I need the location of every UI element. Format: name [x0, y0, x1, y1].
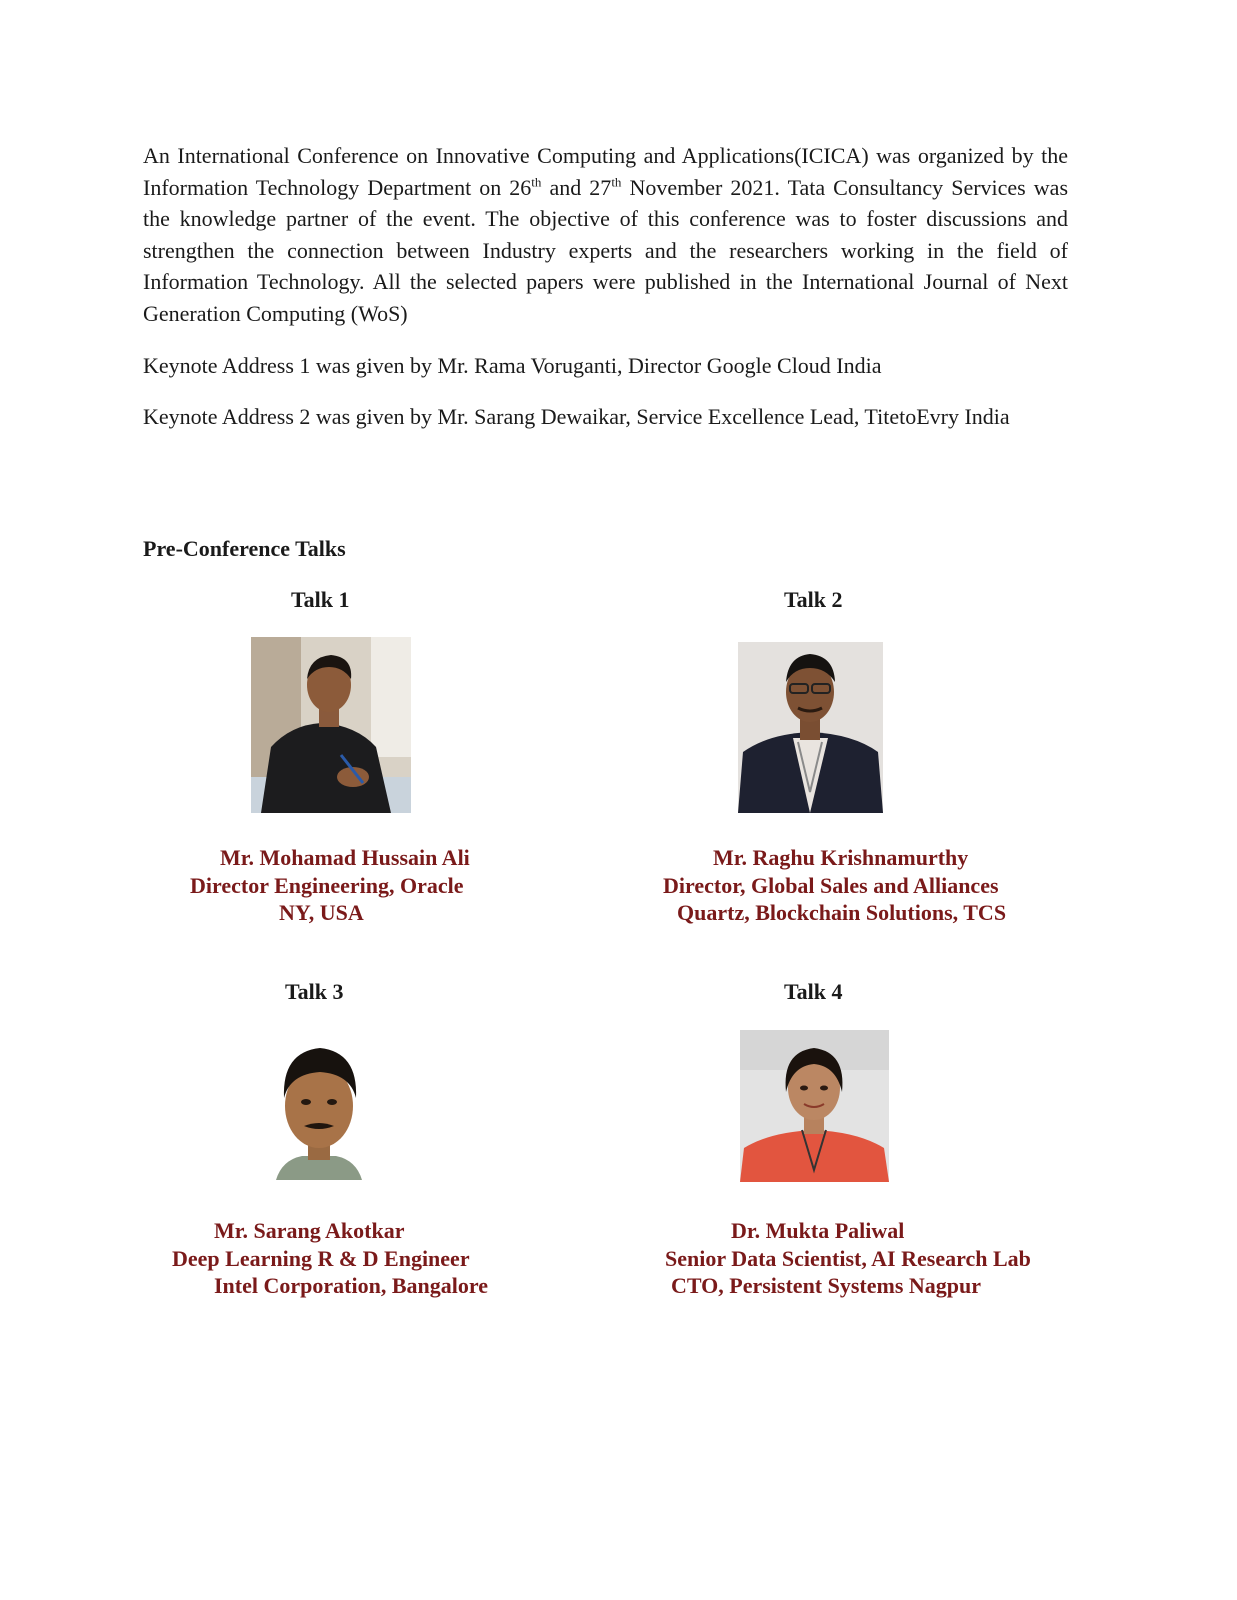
speaker-photo-talk-2	[738, 642, 883, 813]
intro-text-1: An International Conference on Innovative Computing and Applications(ICICA) was organized by the Information Technology Department on 26	[143, 143, 1068, 200]
speaker-org-talk-1: NY, USA	[279, 900, 364, 925]
intro-text-3: November 2021. Tata Consultancy Services was the knowledge partner of the event. The objective of this conference was to foster discussions and strengthen the connection between Industry experts and the researchers working in the field of Information Technology. All the selected papers were published in the International Journal of Next Generation Computing (WoS)	[143, 174, 1069, 326]
speaker-info-talk-1	[190, 844, 500, 927]
intro-sup-1: th	[531, 174, 542, 190]
speaker-name-talk-3: Mr. Sarang Akotkar	[214, 1218, 405, 1243]
speaker-org-talk-2: Quartz, Blockchain Solutions, TCS	[677, 900, 1007, 925]
speaker-title-talk-1: Director Engineering, Oracle	[190, 872, 464, 898]
talk-4-label: Talk 4	[784, 979, 843, 1004]
keynote-1: Keynote Address 1 was given by Mr. Rama Voruganti, Director Google Cloud India	[143, 353, 882, 378]
talk-1-label: Talk 1	[291, 587, 350, 612]
speaker-name-talk-2: Mr. Raghu Krishnamurthy	[713, 845, 969, 870]
intro-sup-2: th	[611, 174, 622, 190]
speaker-title-talk-4: Senior Data Scientist, AI Research Lab	[665, 1245, 1031, 1271]
speaker-photo-talk-3	[268, 1038, 370, 1180]
speaker-info-talk-4	[665, 1217, 1065, 1300]
speaker-name-talk-4: Dr. Mukta Paliwal	[731, 1218, 905, 1243]
speaker-title-talk-3: Deep Learning R & D Engineer	[172, 1245, 470, 1271]
talk-3-label: Talk 3	[285, 979, 344, 1004]
speaker-title-talk-2: Director, Global Sales and Alliances	[663, 872, 999, 898]
speaker-org-talk-4: CTO, Persistent Systems Nagpur	[671, 1273, 982, 1298]
talk-2-label: Talk 2	[784, 587, 843, 612]
speaker-info-talk-3	[172, 1217, 512, 1300]
speaker-name-talk-1: Mr. Mohamad Hussain Ali	[220, 845, 470, 870]
speaker-photo-talk-1	[251, 637, 411, 813]
section-heading: Pre-Conference Talks	[143, 536, 346, 561]
speaker-org-talk-3: Intel Corporation, Bangalore	[214, 1273, 488, 1298]
intro-text-2: and 27	[541, 174, 612, 200]
keynote-2: Keynote Address 2 was given by Mr. Sarang Dewaikar, Service Excellence Lead, TitetoEvry India	[143, 404, 1010, 429]
intro-paragraph	[143, 140, 1068, 329]
speaker-info-talk-2	[663, 844, 1043, 927]
speaker-photo-talk-4	[740, 1030, 889, 1182]
